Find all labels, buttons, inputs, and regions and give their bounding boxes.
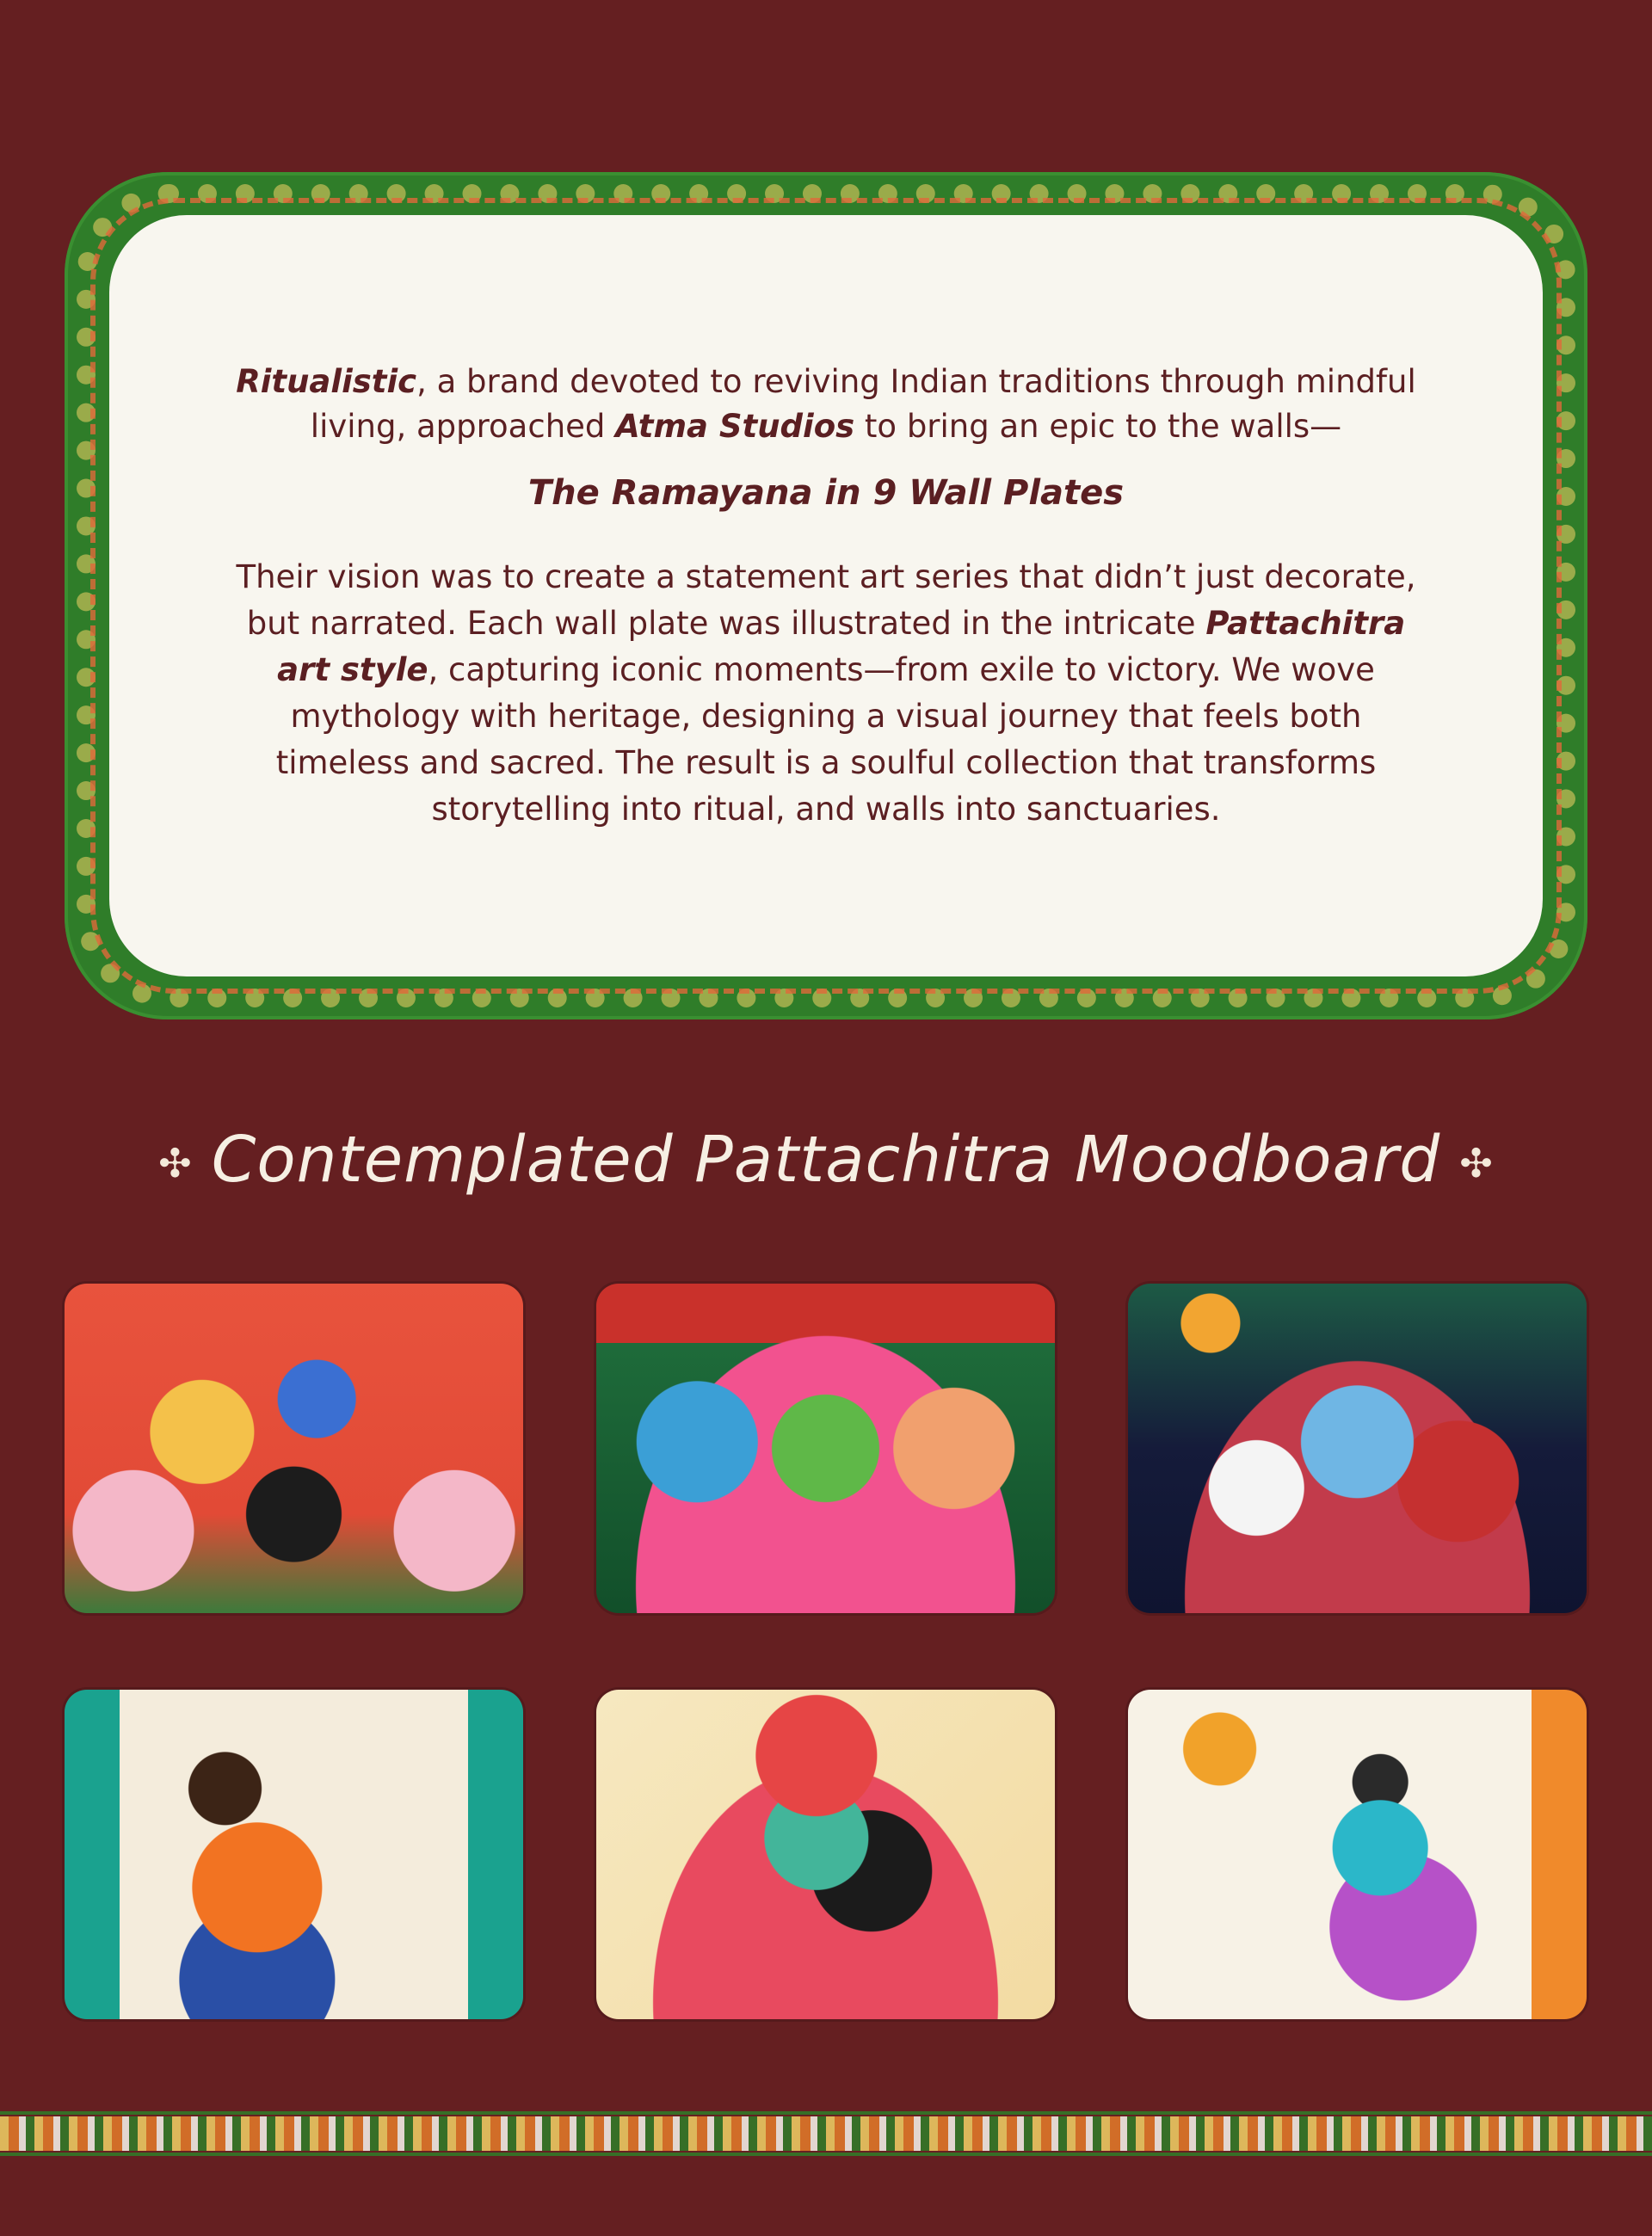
description-paragraph	[221, 554, 1431, 833]
intro-paragraph	[224, 360, 1428, 449]
moodboard-image-2	[596, 1284, 1055, 1613]
description-text-2: , capturing iconic moments—from exile to victory. We wove mythology with heritage, designing a visual journey that feels both timeless and sacred. The result is a soulful collection that transforms storytelling into ritual, and walls into sanctuaries.	[275, 650, 1377, 828]
studio-name: Atma Studios	[615, 407, 855, 445]
intro-text-1: , a brand devoted to reviving Indian traditions through mindful living, approached	[310, 362, 1416, 445]
ornament-left-icon: ✣	[158, 1140, 193, 1187]
moodboard-image-5	[596, 1690, 1055, 2019]
moodboard-image-3	[1128, 1284, 1587, 1613]
art-style-highlight: Pattachitra art style	[277, 604, 1406, 688]
moodboard-image-1	[65, 1284, 523, 1613]
description-text-1: Their vision was to create a statement art series that didn’t just decorate, but narrated. Each wall plate was illustrated in the intricate	[236, 557, 1416, 642]
plates-title: The Ramayana in 9 Wall Plates	[527, 472, 1125, 513]
bottom-ornament-border	[0, 2116, 1652, 2151]
moodboard-image-4	[65, 1690, 523, 2019]
moodboard-heading-text: Contemplated Pattachitra Moodboard	[211, 1123, 1441, 1197]
ornament-right-icon: ✣	[1459, 1140, 1494, 1187]
moodboard-heading	[0, 1123, 1652, 1197]
intro-card-frame	[65, 172, 1587, 1019]
intro-text-2: to bring an epic to the walls—	[854, 407, 1342, 445]
moodboard-image-6	[1128, 1690, 1587, 2019]
brand-name: Ritualistic	[236, 362, 417, 400]
intro-card	[109, 215, 1543, 976]
